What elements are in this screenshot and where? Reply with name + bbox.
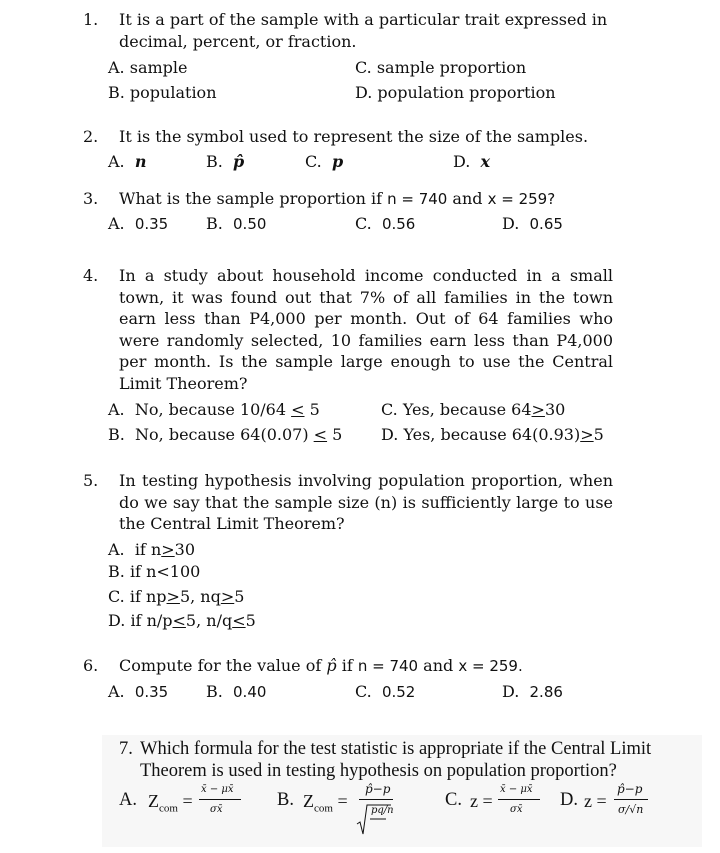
choice-value: 0.35 (134, 215, 169, 233)
choice-letter: D. (560, 790, 578, 810)
q5-choice-c[interactable] (108, 586, 244, 608)
q6-text-d: n = 740 (357, 657, 419, 675)
choice-letter: A. (108, 400, 125, 419)
q3-number: 3. (83, 189, 99, 208)
q3-text-d: x = 259? (487, 190, 556, 208)
choice-text: if n/p (130, 611, 173, 630)
choice-tail: 5 (593, 425, 604, 444)
formula-numerator: x̄ − μx̄ (201, 784, 234, 795)
q4-number: 4. (83, 266, 99, 285)
q5-choice-b[interactable] (108, 561, 200, 583)
q4-text: In a study about household income conducted in a small town, it was found out that 7% of all families in the town earn less than P4,000 per month. Out of 64 families who were randomly selected, 10 families earn less than P4,000 per month. Is the sample large enough to use the Central Limit Theorem? (119, 266, 613, 393)
q1-choice-b[interactable]: B. population (108, 83, 217, 102)
choice-letter: D. (108, 611, 126, 630)
formula-lhs: z = (584, 791, 607, 811)
choice-text: if n<100 (129, 562, 201, 581)
q4-choice-b[interactable] (108, 424, 342, 446)
formula-var: Z (303, 791, 314, 811)
q3-text-a: What is the sample proportion if (119, 189, 388, 208)
choice-text: No, because 64(0.07) (135, 425, 314, 444)
choice-text: Yes, because 64 (402, 400, 532, 419)
choice-operator: < (172, 611, 186, 630)
choice-operator: > (531, 400, 545, 419)
q6-text-f: x = 259. (458, 657, 523, 675)
choice-letter: C. (445, 790, 462, 810)
fraction-bar (199, 799, 241, 800)
q6-number: 6. (83, 656, 99, 675)
choice-letter: B. (277, 790, 294, 810)
choice-letter: C. (305, 152, 322, 171)
choice-letter: A. (108, 152, 125, 171)
choice-symbol: x (480, 152, 491, 171)
choice-letter: B. (206, 682, 223, 701)
q4-choice-c[interactable] (381, 399, 565, 421)
q2-choice-a[interactable] (108, 151, 146, 173)
choice-letter: C. (355, 214, 372, 233)
fraction-bar (359, 799, 393, 800)
choice-letter: B. (206, 152, 223, 171)
q3-text-c: and (447, 189, 488, 208)
q4-choice-a[interactable] (108, 399, 320, 421)
q1-choice-d[interactable]: D. population proportion (355, 83, 556, 102)
choice-tail: 5, n/q (185, 611, 233, 630)
q6-text (119, 655, 523, 678)
formula-lhs: z = (470, 791, 493, 811)
q2-text: It is the symbol used to represent the size of the samples. (119, 127, 589, 146)
choice-symbol: n (134, 152, 147, 171)
q2-choice-b[interactable] (206, 151, 244, 173)
choice-operator: < (313, 425, 328, 444)
q5-text: In testing hypothesis involving population proportion, when do we say that the sample size (n) is sufficiently large to use the Central Limit Theorem? (119, 471, 613, 533)
choice-letter: A. (108, 682, 125, 701)
formula-lhs: $Z_{com}$ = (148, 791, 193, 815)
q6-text-c: if (336, 656, 358, 675)
q6-choice-d[interactable] (502, 681, 563, 704)
q2-choice-d[interactable] (453, 151, 490, 173)
formula-var: z (584, 791, 592, 811)
choice-letter: C. (381, 400, 398, 419)
q4-choice-d[interactable] (381, 424, 604, 446)
q7-number: 7. (119, 739, 133, 759)
choice-text: if n (134, 540, 162, 559)
sqrt-denominator (356, 802, 392, 836)
q1-number: 1. (83, 10, 99, 29)
choice-text: Yes, because 64(0.93) (403, 425, 581, 444)
q3-choice-b[interactable] (206, 213, 266, 236)
choice-tail: 30 (544, 400, 566, 419)
q2-number: 2. (83, 127, 99, 146)
q1-choice-a[interactable]: A. sample (108, 58, 188, 77)
choice-text: No, because 10/64 (134, 400, 292, 419)
choice-letter: D. (502, 214, 520, 233)
choice-tail: 5, nq (179, 587, 221, 606)
choice-symbol: p (331, 152, 344, 171)
q6-text-a: Compute for the value of (119, 656, 327, 675)
choice-letter: B. (108, 562, 125, 581)
q7-text-line1: Which formula for the test statistic is appropriate if the Central Limit (140, 739, 652, 759)
choice-tail: 30 (174, 540, 196, 559)
fraction-bar (498, 799, 540, 800)
choice-text: if np (129, 587, 167, 606)
formula-numerator: p̂−p (617, 782, 643, 796)
q2-choice-c[interactable] (305, 151, 343, 173)
choice-letter: D. (502, 682, 520, 701)
choice-letter: D. (453, 152, 471, 171)
choice-letter: A. (119, 790, 137, 810)
choice-letter: B. (108, 425, 125, 444)
choice-operator: < (291, 400, 305, 419)
q3-choice-d[interactable] (502, 213, 563, 236)
choice-letter: B. (206, 214, 223, 233)
choice-value: 0.35 (134, 683, 169, 701)
formula-lhs: $Z_{com}$ = (303, 791, 348, 815)
q1-choice-c[interactable]: C. sample proportion (355, 58, 527, 77)
formula-sub: com (314, 802, 333, 815)
choice-tail: 5 (304, 400, 320, 419)
q3-text-b: n = 740 (387, 190, 448, 208)
choice-letter: C. (355, 682, 372, 701)
choice-operator-2: > (220, 587, 235, 606)
choice-tail: 5 (327, 425, 343, 444)
q6-text-e: and (418, 656, 459, 675)
choice-value: 0.50 (233, 215, 267, 233)
choice-operator: > (166, 587, 180, 606)
formula-numerator: x̄ − μx̄ (500, 784, 533, 795)
q5-choice-d[interactable] (108, 610, 256, 632)
q6-choice-c[interactable] (355, 681, 415, 704)
q5-number: 5. (83, 471, 99, 490)
formula-denominator: σx̄ (510, 804, 523, 815)
choice-operator-2: < (232, 611, 246, 630)
formula-denominator: σx̄ (210, 804, 223, 815)
choice-letter: D. (381, 425, 399, 444)
formula-sub: com (159, 802, 178, 815)
q3-choice-a[interactable] (108, 213, 168, 236)
formula-var: z (470, 791, 478, 811)
formula-denominator: pq/n (371, 805, 394, 816)
formula-var: Z (148, 791, 159, 811)
q7-text-line2: Theorem is used in testing hypothesis on population proportion? (140, 761, 617, 781)
choice-value: 0.40 (233, 683, 267, 701)
q1-text: It is a part of the sample with a particular trait expressed in decimal, percent, or fraction. (119, 10, 608, 51)
fraction-bar (614, 799, 648, 800)
q3-text (119, 188, 555, 211)
choice-symbol: p̂ (233, 152, 245, 171)
q6-choice-b[interactable] (206, 681, 266, 704)
choice-value: 0.56 (381, 215, 416, 233)
choice-operator: > (580, 425, 594, 444)
q6-choice-a[interactable] (108, 681, 168, 704)
formula-denominator: σ/√n (618, 803, 644, 816)
choice-letter: A. (108, 540, 125, 559)
choice-letter: C. (108, 587, 125, 606)
choice-letter: A. (108, 214, 125, 233)
choice-tail-2: 5 (234, 587, 245, 606)
choice-value: 0.52 (381, 683, 416, 701)
choice-value: 0.65 (529, 215, 563, 233)
q6-text-b: p̂ (326, 656, 337, 675)
choice-value: 2.86 (529, 683, 563, 701)
q5-choice-a[interactable] (108, 539, 195, 561)
choice-tail-2: 5 (245, 611, 256, 630)
choice-operator: > (161, 540, 175, 559)
q3-choice-c[interactable] (355, 213, 415, 236)
formula-numerator: p̂−p (365, 782, 391, 796)
